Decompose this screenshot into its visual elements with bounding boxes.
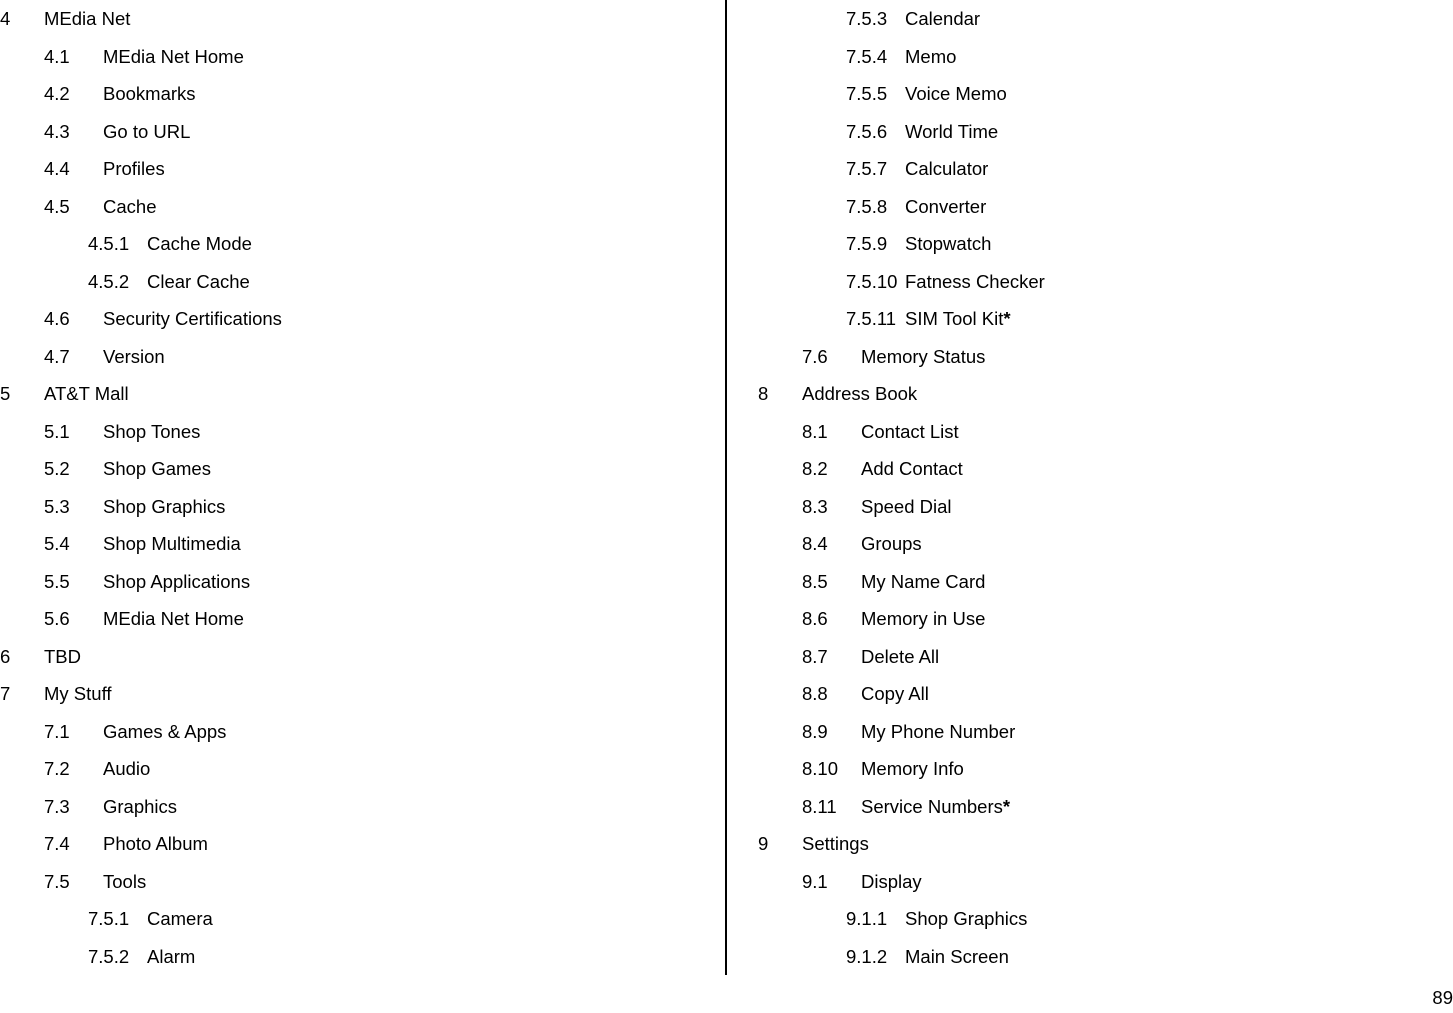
menu-entry-level-2 — [758, 525, 1448, 563]
menu-entry-label — [861, 638, 939, 676]
menu-entry-number: 5.2 — [44, 458, 70, 479]
menu-entry-number: 7.5.10 — [846, 270, 898, 292]
menu-entry-label — [861, 450, 963, 488]
menu-entry-label — [861, 600, 985, 638]
menu-entry-level-2 — [758, 600, 1448, 638]
menu-entry-text: Tools — [103, 870, 147, 892]
menu-entry-number: 9.1.2 — [846, 945, 888, 967]
menu-entry-level-2 — [758, 750, 1448, 788]
menu-entry-text: Fatness Checker — [905, 270, 1045, 292]
menu-entry-label — [103, 413, 200, 451]
menu-entry-text: World Time — [905, 120, 999, 142]
footnote-marker: * — [1002, 795, 1011, 817]
menu-entry-level-1 — [0, 675, 720, 713]
menu-entry-label — [147, 938, 195, 976]
menu-entry-level-3 — [758, 38, 1448, 76]
menu-entry-label — [103, 150, 165, 188]
menu-entry-number: 7.5.6 — [846, 120, 888, 142]
menu-entry-label — [905, 150, 988, 188]
menu-entry-text: Cache — [103, 195, 157, 217]
menu-entry-text: Photo Album — [103, 833, 208, 854]
menu-entry-text: AT&T Mall — [44, 383, 129, 404]
menu-entry-level-2 — [758, 638, 1448, 676]
menu-entry-text: My Name Card — [861, 570, 986, 592]
menu-entry-number: 7.3 — [44, 795, 70, 817]
menu-entry-text: Stopwatch — [905, 233, 992, 254]
menu-entry-number: 8.10 — [802, 758, 839, 779]
menu-entry-level-2 — [0, 413, 720, 451]
menu-entry-number: 8.8 — [802, 683, 828, 704]
page-number: 89 — [1432, 987, 1453, 1008]
menu-entry-text: My Phone Number — [861, 720, 1016, 742]
menu-entry-text: Shop Games — [103, 458, 211, 479]
menu-tree-left-column — [0, 0, 720, 975]
menu-entry-number: 7.5.8 — [846, 195, 888, 217]
menu-entry-label — [861, 338, 985, 376]
menu-entry-label — [147, 263, 250, 301]
menu-entry-label — [103, 300, 282, 338]
menu-entry-label — [103, 713, 226, 751]
menu-entry-level-2 — [0, 338, 720, 376]
menu-entry-label — [44, 638, 81, 676]
menu-entry-text: Cache Mode — [147, 233, 252, 254]
menu-entry-label — [44, 675, 112, 713]
menu-entry-label — [103, 825, 208, 863]
menu-entry-text: Bookmarks — [103, 83, 196, 104]
menu-entry-level-2 — [0, 600, 720, 638]
menu-entry-label — [103, 338, 165, 376]
menu-entry-text: Memory Info — [861, 758, 964, 779]
menu-entry-number: 7.5.5 — [846, 83, 888, 104]
menu-entry-number: 4.1 — [44, 45, 70, 67]
menu-entry-text: MEdia Net Home — [103, 45, 244, 67]
menu-entry-number: 5.1 — [44, 420, 70, 442]
menu-entry-level-1 — [0, 375, 720, 413]
menu-entry-text: Calculator — [905, 158, 989, 179]
menu-entry-number: 8.4 — [802, 533, 828, 554]
menu-entry-level-2 — [0, 750, 720, 788]
menu-entry-text: Shop Graphics — [905, 908, 1028, 929]
menu-entry-text: Copy All — [861, 683, 929, 704]
menu-entry-text: Go to URL — [103, 120, 191, 142]
menu-entry-number: 5.4 — [44, 533, 70, 554]
menu-entry-level-1 — [0, 0, 720, 38]
menu-entry-level-2 — [0, 113, 720, 151]
menu-entry-text: Service Numbers — [861, 795, 1003, 817]
menu-entry-number: 8.6 — [802, 608, 828, 629]
menu-entry-text: Shop Tones — [103, 420, 201, 442]
menu-entry-label — [905, 263, 1045, 301]
menu-entry-text: Audio — [103, 758, 151, 779]
menu-entry-label — [905, 0, 980, 38]
menu-entry-text: Shop Applications — [103, 570, 251, 592]
menu-entry-number: 4 — [0, 8, 11, 29]
menu-entry-level-2 — [758, 863, 1448, 901]
menu-entry-number: 7.2 — [44, 758, 70, 779]
menu-entry-number: 7.5.9 — [846, 233, 888, 254]
menu-entry-number: 6 — [0, 645, 11, 667]
menu-entry-label — [802, 375, 917, 413]
menu-entry-label — [44, 375, 129, 413]
menu-entry-text: Memory in Use — [861, 608, 986, 629]
menu-entry-text: Main Screen — [905, 945, 1009, 967]
menu-entry-label — [861, 863, 922, 901]
menu-entry-label — [802, 825, 869, 863]
menu-entry-number: 4.5.2 — [88, 270, 130, 292]
menu-entry-number: 5.3 — [44, 495, 70, 517]
menu-entry-number: 4.7 — [44, 345, 70, 367]
menu-entry-label — [861, 713, 1015, 751]
menu-tree-right-column — [758, 0, 1448, 975]
menu-entry-level-2 — [758, 675, 1448, 713]
menu-entry-number: 7.5.11 — [846, 308, 897, 329]
menu-entry-text: Voice Memo — [905, 83, 1007, 104]
menu-entry-level-2 — [0, 150, 720, 188]
menu-entry-level-1 — [0, 638, 720, 676]
menu-entry-label — [905, 900, 1027, 938]
menu-entry-level-2 — [758, 413, 1448, 451]
menu-entry-text: Clear Cache — [147, 270, 250, 292]
menu-entry-number: 4.2 — [44, 83, 70, 104]
footnote-marker: * — [1003, 308, 1011, 329]
menu-entry-label — [103, 113, 190, 151]
menu-entry-number: 8.5 — [802, 570, 828, 592]
menu-entry-level-3 — [758, 0, 1448, 38]
column-divider — [725, 0, 727, 975]
menu-entry-number: 9 — [758, 833, 769, 854]
menu-entry-number: 8.11 — [802, 795, 837, 817]
menu-entry-text: MEdia Net Home — [103, 608, 244, 629]
menu-entry-level-3 — [758, 938, 1448, 976]
menu-entry-number: 7.5.2 — [88, 945, 130, 967]
menu-entry-text: Add Contact — [861, 458, 963, 479]
menu-entry-text: Calendar — [905, 8, 981, 29]
menu-entry-text: MEdia Net — [44, 8, 131, 29]
menu-entry-number: 8.1 — [802, 420, 828, 442]
menu-entry-level-2 — [0, 75, 720, 113]
menu-entry-text: Alarm — [147, 945, 196, 967]
menu-entry-level-3 — [758, 188, 1448, 226]
menu-entry-level-2 — [0, 188, 720, 226]
menu-entry-number: 9.1 — [802, 870, 828, 892]
menu-entry-number: 7.5 — [44, 870, 70, 892]
menu-entry-number: 7.5.3 — [846, 8, 888, 29]
menu-entry-text: Memo — [905, 45, 957, 67]
menu-entry-text: Speed Dial — [861, 495, 952, 517]
menu-entry-level-2 — [758, 788, 1448, 826]
menu-entry-number: 5.6 — [44, 608, 70, 629]
menu-entry-label — [861, 750, 964, 788]
menu-entry-number: 4.5 — [44, 195, 70, 217]
menu-entry-number: 7.5.1 — [88, 908, 130, 929]
menu-entry-number: 4.4 — [44, 158, 70, 179]
menu-entry-level-2 — [0, 563, 720, 601]
menu-entry-label — [905, 113, 998, 151]
menu-entry-level-2 — [758, 450, 1448, 488]
menu-entry-level-3 — [758, 263, 1448, 301]
menu-entry-label — [103, 600, 244, 638]
menu-entry-number: 8 — [758, 383, 769, 404]
menu-entry-label — [147, 900, 213, 938]
menu-entry-text: My Stuff — [44, 683, 112, 704]
menu-entry-label — [905, 300, 1011, 338]
menu-entry-level-2 — [758, 713, 1448, 751]
menu-entry-text: Version — [103, 345, 165, 367]
menu-entry-number: 7.5.7 — [846, 158, 888, 179]
menu-entry-label — [861, 488, 952, 526]
menu-entry-text: Groups — [861, 533, 922, 554]
menu-entry-level-2 — [0, 825, 720, 863]
menu-entry-text: Camera — [147, 908, 213, 929]
menu-entry-number: 8.9 — [802, 720, 828, 742]
menu-entry-level-3 — [758, 75, 1448, 113]
menu-entry-level-2 — [758, 563, 1448, 601]
menu-entry-level-2 — [0, 488, 720, 526]
menu-entry-text: TBD — [44, 645, 81, 667]
menu-entry-label — [44, 0, 130, 38]
menu-entry-level-2 — [0, 525, 720, 563]
menu-entry-text: Contact List — [861, 420, 959, 442]
menu-entry-label — [905, 38, 956, 76]
menu-entry-label — [861, 413, 959, 451]
menu-entry-number: 8.2 — [802, 458, 828, 479]
menu-entry-label — [905, 75, 1007, 113]
menu-entry-text: Games & Apps — [103, 720, 227, 742]
menu-entry-level-2 — [758, 338, 1448, 376]
menu-entry-text: Display — [861, 870, 922, 892]
menu-entry-label — [103, 450, 211, 488]
menu-entry-level-3 — [758, 225, 1448, 263]
menu-entry-label — [103, 788, 177, 826]
menu-entry-number: 4.6 — [44, 308, 70, 329]
menu-entry-label — [103, 750, 150, 788]
menu-entry-label — [905, 225, 991, 263]
menu-entry-text: Shop Multimedia — [103, 533, 241, 554]
menu-entry-label — [103, 38, 244, 76]
menu-entry-number: 7.1 — [44, 720, 70, 742]
menu-entry-text: Memory Status — [861, 345, 986, 367]
menu-entry-number: 7.4 — [44, 833, 70, 854]
menu-entry-label — [103, 525, 241, 563]
menu-entry-text: Shop Graphics — [103, 495, 226, 517]
menu-entry-level-2 — [0, 38, 720, 76]
menu-entry-level-2 — [758, 488, 1448, 526]
menu-entry-level-3 — [758, 900, 1448, 938]
menu-entry-label — [103, 863, 146, 901]
menu-entry-label — [905, 188, 986, 226]
menu-entry-level-2 — [0, 713, 720, 751]
menu-entry-label — [147, 225, 252, 263]
menu-entry-text: Delete All — [861, 645, 940, 667]
menu-entry-level-2 — [0, 788, 720, 826]
menu-entry-label — [103, 563, 250, 601]
menu-entry-text: Converter — [905, 195, 987, 217]
menu-entry-number: 7 — [0, 683, 11, 704]
menu-entry-level-2 — [0, 300, 720, 338]
menu-entry-label — [103, 188, 156, 226]
menu-entry-level-1 — [758, 375, 1448, 413]
menu-entry-number: 9.1.1 — [846, 908, 888, 929]
menu-entry-level-2 — [0, 863, 720, 901]
menu-entry-level-3 — [0, 263, 720, 301]
menu-entry-number: 8.3 — [802, 495, 828, 517]
menu-entry-number: 4.5.1 — [88, 233, 130, 254]
menu-entry-level-3 — [758, 150, 1448, 188]
menu-entry-text: Settings — [802, 833, 869, 854]
menu-entry-label — [861, 675, 929, 713]
menu-entry-text: SIM Tool Kit — [905, 308, 1004, 329]
menu-entry-label — [861, 525, 922, 563]
menu-entry-text: Address Book — [802, 383, 918, 404]
menu-entry-level-2 — [0, 450, 720, 488]
menu-entry-label — [905, 938, 1009, 976]
menu-entry-label — [103, 75, 196, 113]
menu-entry-number: 7.6 — [802, 345, 828, 367]
menu-entry-level-3 — [758, 113, 1448, 151]
menu-entry-number: 7.5.4 — [846, 45, 888, 67]
menu-entry-text: Profiles — [103, 158, 165, 179]
menu-entry-level-3 — [0, 225, 720, 263]
menu-entry-number: 8.7 — [802, 645, 828, 667]
menu-entry-level-3 — [0, 938, 720, 976]
menu-entry-label — [861, 563, 985, 601]
menu-entry-level-3 — [758, 300, 1448, 338]
menu-entry-text: Security Certifications — [103, 308, 282, 329]
menu-entry-label — [103, 488, 225, 526]
menu-entry-text: Graphics — [103, 795, 178, 817]
menu-entry-number: 5.5 — [44, 570, 70, 592]
menu-entry-level-1 — [758, 825, 1448, 863]
menu-entry-label — [861, 788, 1010, 826]
menu-entry-number: 4.3 — [44, 120, 70, 142]
menu-entry-number: 5 — [0, 383, 11, 404]
menu-entry-level-3 — [0, 900, 720, 938]
